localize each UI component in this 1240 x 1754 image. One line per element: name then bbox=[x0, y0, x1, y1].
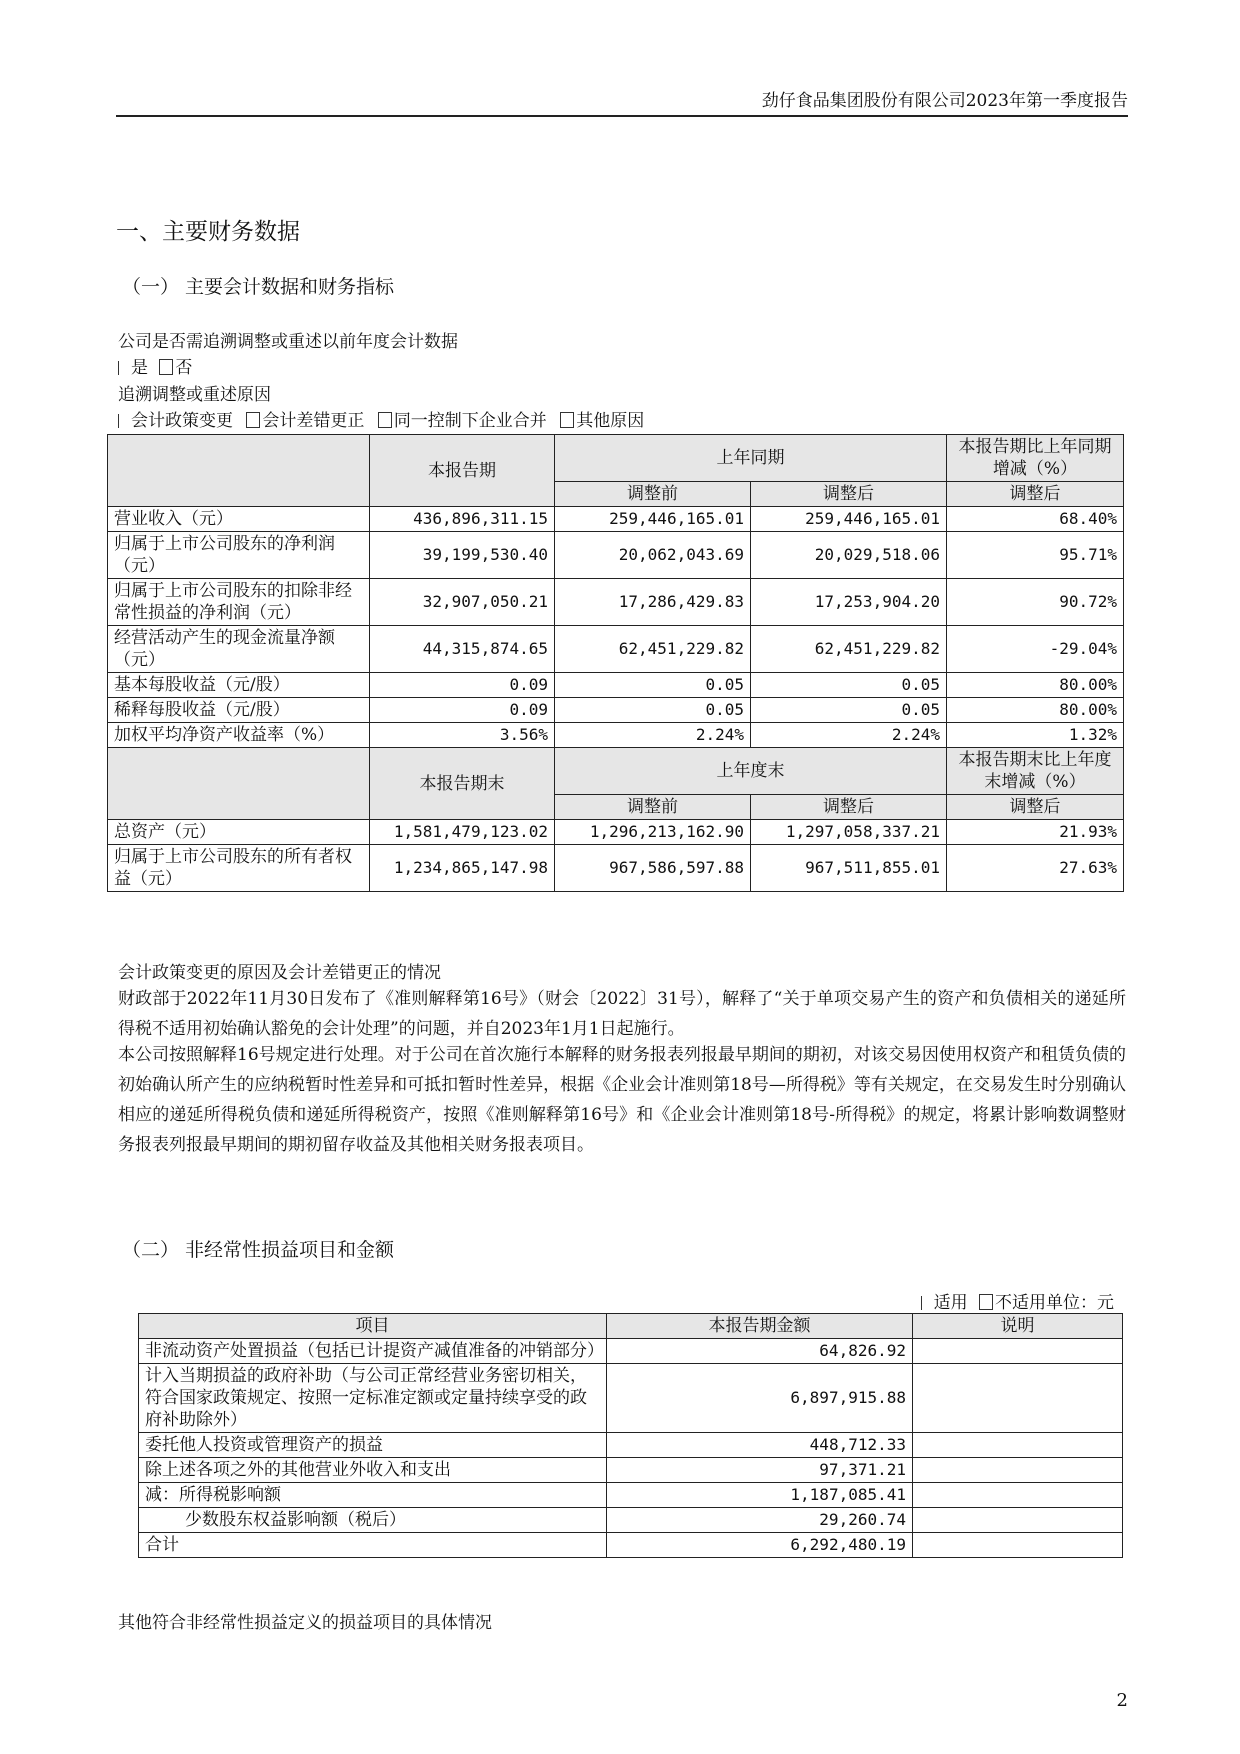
cell-change: 27.63% bbox=[947, 845, 1124, 892]
cell-amount: 64,826.92 bbox=[607, 1339, 913, 1364]
cell-before: 0.05 bbox=[555, 673, 751, 698]
cell-current: 0.09 bbox=[370, 673, 555, 698]
cell-before: 1,296,213,162.90 bbox=[555, 820, 751, 845]
table-row bbox=[139, 1533, 1123, 1558]
row-label: 基本每股收益（元/股） bbox=[108, 673, 370, 698]
table-row bbox=[139, 1364, 1123, 1433]
key-financial-data-table bbox=[107, 434, 1124, 892]
cell-amount: 1,187,085.41 bbox=[607, 1483, 913, 1508]
cell-change: 90.72% bbox=[947, 579, 1124, 626]
reason-checkbox[interactable] bbox=[378, 412, 392, 428]
cell-before: 0.05 bbox=[555, 698, 751, 723]
cell-note bbox=[913, 1339, 1123, 1364]
reason-label: 其他原因 bbox=[576, 411, 645, 431]
yes-label: 是 bbox=[131, 358, 148, 378]
notes-paragraph-2: 本公司按照解释16号规定进行处理。对于公司在首次施行本解释的财务报表列报最早期间的期初，对该交易因使用权资产和租赁负债的初始确认所产生的应纳税暂时性差异和可抵扣暂时性差异，根据《企业会计准则第18号—所得税》等有关规定，在交易发生时分别确认相应的递延所得税负债和递延所得税资产，按照《准则解释第16号》和《企业会计准则第18号-所得税》的规定，将累计影响数调整财务报表列报最早期间的期初留存收益及其他相关财务报表项目。 bbox=[118, 1045, 1126, 1155]
cell-note bbox=[913, 1483, 1123, 1508]
cell-before: 17,286,429.83 bbox=[555, 579, 751, 626]
cell-change: 21.93% bbox=[947, 820, 1124, 845]
header-before: 调整前 bbox=[555, 795, 751, 820]
restatement-reason-label: 追溯调整或重述原因 bbox=[118, 385, 271, 405]
header-after-change: 调整后 bbox=[947, 482, 1124, 507]
restatement-options bbox=[118, 353, 192, 378]
subsection-title-2: （二） 非经常性损益项目和金额 bbox=[122, 1239, 395, 1261]
row-label: 除上述各项之外的其他营业外收入和支出 bbox=[139, 1458, 607, 1483]
table-header-blank bbox=[108, 748, 370, 820]
cell-amount: 29,260.74 bbox=[607, 1508, 913, 1533]
non-recurring-items-table bbox=[138, 1313, 1123, 1558]
table-row bbox=[139, 1458, 1123, 1483]
header-current: 本报告期 bbox=[370, 435, 555, 507]
row-label: 计入当期损益的政府补助（与公司正常经营业务密切相关，符合国家政策规定、按照一定标准定额或定量持续享受的政府补助除外） bbox=[139, 1364, 607, 1433]
reason-label: 会计政策变更 bbox=[131, 411, 233, 431]
cell-after: 0.05 bbox=[751, 698, 947, 723]
notes-paragraph-1: 财政部于2022年11月30日发布了《准则解释第16号》（财会〔2022〕31号），解释了“关于单项交易产生的资产和负债相关的递延所得税不适用初始确认豁免的会计处理”的问题，并自2023年1月1日起施行。 bbox=[118, 989, 1126, 1039]
yes-checkbox[interactable] bbox=[118, 361, 129, 375]
cell-change: -29.04% bbox=[947, 626, 1124, 673]
table-row bbox=[108, 845, 1124, 892]
cell-note bbox=[913, 1364, 1123, 1433]
cell-current: 32,907,050.21 bbox=[370, 579, 555, 626]
header-prior-year-end: 上年度末 bbox=[555, 748, 947, 795]
row-label: 归属于上市公司股东的净利润（元） bbox=[108, 532, 370, 579]
applicable-checkbox[interactable] bbox=[921, 1296, 932, 1310]
cell-before: 967,586,597.88 bbox=[555, 845, 751, 892]
cell-current: 1,234,865,147.98 bbox=[370, 845, 555, 892]
cell-before: 62,451,229.82 bbox=[555, 626, 751, 673]
row-label: 减：所得税影响额 bbox=[139, 1483, 607, 1508]
cell-amount: 448,712.33 bbox=[607, 1433, 913, 1458]
cell-note bbox=[913, 1458, 1123, 1483]
cell-note bbox=[913, 1533, 1123, 1558]
cell-change: 1.32% bbox=[947, 723, 1124, 748]
row-label: 稀释每股收益（元/股） bbox=[108, 698, 370, 723]
cell-current: 39,199,530.40 bbox=[370, 532, 555, 579]
cell-after: 62,451,229.82 bbox=[751, 626, 947, 673]
table-row bbox=[108, 723, 1124, 748]
header-item: 项目 bbox=[139, 1314, 607, 1339]
cell-after: 259,446,165.01 bbox=[751, 507, 947, 532]
cell-note bbox=[913, 1433, 1123, 1458]
row-label: 经营活动产生的现金流量净额（元） bbox=[108, 626, 370, 673]
cell-after: 1,297,058,337.21 bbox=[751, 820, 947, 845]
applicable-label: 适用 bbox=[933, 1293, 968, 1313]
cell-after: 967,511,855.01 bbox=[751, 845, 947, 892]
cell-current: 3.56% bbox=[370, 723, 555, 748]
row-label: 归属于上市公司股东的所有者权益（元） bbox=[108, 845, 370, 892]
cell-after: 20,029,518.06 bbox=[751, 532, 947, 579]
header-note: 说明 bbox=[913, 1314, 1123, 1339]
header-change: 本报告期比上年同期增减（%） bbox=[947, 435, 1124, 482]
table-row bbox=[139, 1433, 1123, 1458]
header-prior: 上年同期 bbox=[555, 435, 947, 482]
table-row bbox=[139, 1339, 1123, 1364]
cell-current: 1,581,479,123.02 bbox=[370, 820, 555, 845]
row-label: 合计 bbox=[139, 1533, 607, 1558]
table-row bbox=[108, 507, 1124, 532]
reason-checkbox[interactable] bbox=[246, 412, 260, 428]
cell-after: 17,253,904.20 bbox=[751, 579, 947, 626]
row-label: 委托他人投资或管理资产的损益 bbox=[139, 1433, 607, 1458]
cell-amount: 97,371.21 bbox=[607, 1458, 913, 1483]
table-row bbox=[139, 1483, 1123, 1508]
cell-after: 0.05 bbox=[751, 673, 947, 698]
table-row bbox=[108, 698, 1124, 723]
subsection-title: （一） 主要会计数据和财务指标 bbox=[122, 276, 395, 298]
applicability-options bbox=[921, 1288, 1114, 1313]
not-applicable-checkbox[interactable] bbox=[979, 1294, 993, 1310]
cell-change: 68.40% bbox=[947, 507, 1124, 532]
reason-label: 同一控制下企业合并 bbox=[393, 411, 547, 431]
reason-label: 会计差错更正 bbox=[262, 411, 365, 431]
cell-current: 0.09 bbox=[370, 698, 555, 723]
header-current-end: 本报告期末 bbox=[370, 748, 555, 820]
table-row bbox=[108, 579, 1124, 626]
section-title: 一、主要财务数据 bbox=[116, 219, 300, 245]
row-label: 总资产（元） bbox=[108, 820, 370, 845]
table-row bbox=[108, 820, 1124, 845]
notes-title: 会计政策变更的原因及会计差错更正的情况 bbox=[118, 963, 441, 983]
reason-checkbox[interactable] bbox=[118, 414, 129, 428]
cell-after: 2.24% bbox=[751, 723, 947, 748]
table-header-blank bbox=[108, 435, 370, 507]
cell-note bbox=[913, 1508, 1123, 1533]
cell-before: 20,062,043.69 bbox=[555, 532, 751, 579]
restatement-reasons bbox=[118, 406, 644, 431]
reason-checkbox[interactable] bbox=[560, 412, 574, 428]
no-checkbox[interactable] bbox=[159, 359, 173, 375]
row-label: 营业收入（元） bbox=[108, 507, 370, 532]
table-row bbox=[108, 626, 1124, 673]
cell-change: 80.00% bbox=[947, 673, 1124, 698]
cell-change: 95.71% bbox=[947, 532, 1124, 579]
header-amount: 本报告期金额 bbox=[607, 1314, 913, 1339]
header-after: 调整后 bbox=[751, 482, 947, 507]
header-after-change: 调整后 bbox=[947, 795, 1124, 820]
no-label: 否 bbox=[175, 358, 193, 378]
not-applicable-label: 不适用单位：元 bbox=[995, 1293, 1114, 1313]
other-items-note: 其他符合非经常性损益定义的损益项目的具体情况 bbox=[118, 1613, 492, 1633]
cell-current: 436,896,311.15 bbox=[370, 507, 555, 532]
header-change-end: 本报告期末比上年度末增减（%） bbox=[947, 748, 1124, 795]
cell-before: 2.24% bbox=[555, 723, 751, 748]
table-row bbox=[139, 1508, 1123, 1533]
cell-amount: 6,292,480.19 bbox=[607, 1533, 913, 1558]
header-rule bbox=[116, 115, 1128, 117]
page-number: 2 bbox=[1116, 1690, 1128, 1711]
header-before: 调整前 bbox=[555, 482, 751, 507]
row-label: 非流动资产处置损益（包括已计提资产减值准备的冲销部分） bbox=[139, 1339, 607, 1364]
row-label: 少数股东权益影响额（税后） bbox=[139, 1508, 607, 1533]
header-after: 调整后 bbox=[751, 795, 947, 820]
cell-amount: 6,897,915.88 bbox=[607, 1364, 913, 1433]
table-row bbox=[108, 532, 1124, 579]
table-row bbox=[108, 673, 1124, 698]
report-header-title: 劲仔食品集团股份有限公司2023年第一季度报告 bbox=[761, 91, 1128, 111]
row-label: 加权平均净资产收益率（%） bbox=[108, 723, 370, 748]
cell-current: 44,315,874.65 bbox=[370, 626, 555, 673]
cell-before: 259,446,165.01 bbox=[555, 507, 751, 532]
row-label: 归属于上市公司股东的扣除非经常性损益的净利润（元） bbox=[108, 579, 370, 626]
restatement-question: 公司是否需追溯调整或重述以前年度会计数据 bbox=[118, 332, 458, 352]
cell-change: 80.00% bbox=[947, 698, 1124, 723]
